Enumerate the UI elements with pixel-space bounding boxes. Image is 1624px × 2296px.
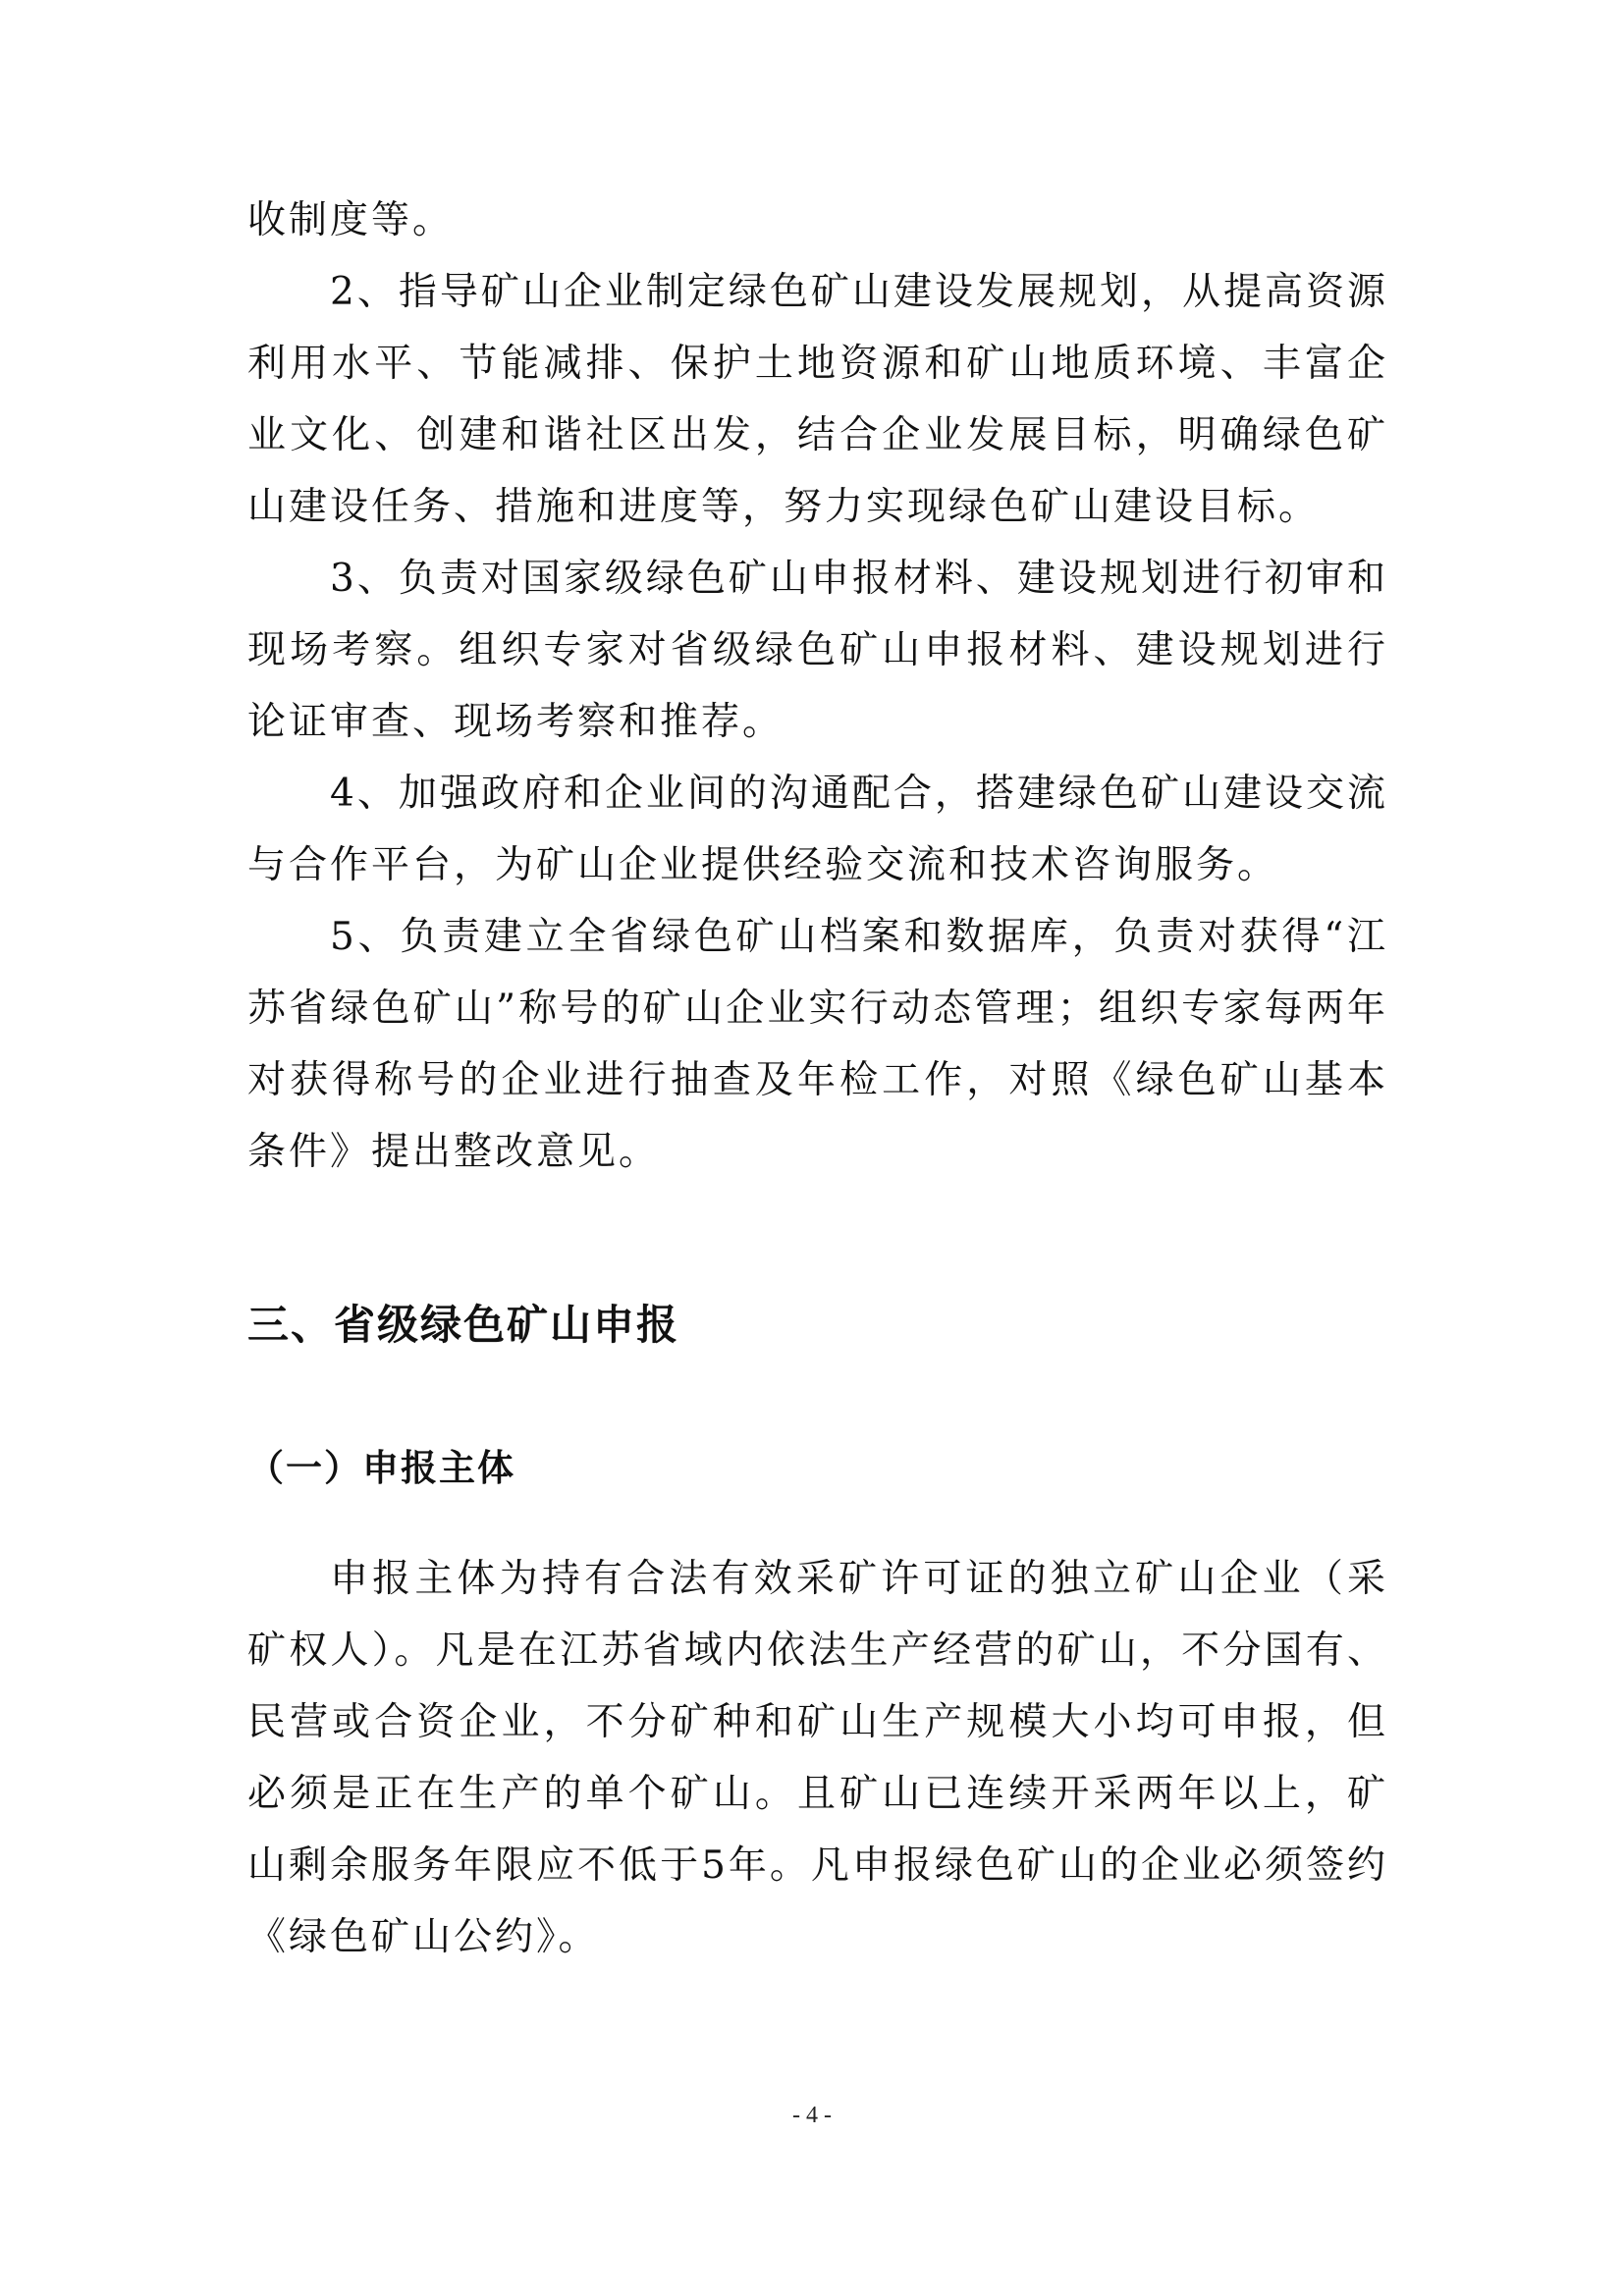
page-content — [247, 185, 1388, 1959]
list-item-5: 5、负责建立全省绿色矿山档案和数据库，负责对获得“江苏省绿色矿山”称号的矿山企业实行动态管理；组织专家每两年对获得称号的企业进行抽查及年检工作，对照《绿色矿山基本条件》提出整改意见。 — [247, 915, 1388, 1174]
list-item-2: 2、指导矿山企业制定绿色矿山建设发展规划，从提高资源利用水平、节能减排、保护土地资源和矿山地质环境、丰富企业文化、创建和谐社区出发，结合企业发展目标，明确绿色矿山建设任务、措施和进度等，努力实现绿色矿山建设目标。 — [247, 270, 1388, 529]
subsection-heading: （一）申报主体 — [247, 1447, 515, 1489]
section-body — [247, 1543, 1388, 1973]
page-number: - 4 - — [792, 2103, 832, 2128]
list-item-3: 3、负责对国家级绿色矿山申报材料、建设规划进行初审和现场考察。组织专家对省级绿色矿山申报材料、建设规划进行论证审查、现场考察和推荐。 — [247, 557, 1388, 744]
section-heading: 三、省级绿色矿山申报 — [247, 1301, 680, 1349]
list-item-4: 4、加强政府和企业间的沟通配合，搭建绿色矿山建设交流与合作平台，为矿山企业提供经验交流和技术咨询服务。 — [247, 772, 1388, 887]
continuation-paragraph: 收制度等。 — [247, 198, 455, 242]
body-paragraph: 申报主体为持有合法有效采矿许可证的独立矿山企业（采矿权人）。凡是在江苏省域内依法生产经营的矿山，不分国有、民营或合资企业，不分矿种和矿山生产规模大小均可申报，但必须是正在生产的单个矿山。且矿山已连续开采两年以上，矿山剩余服务年限应不低于5年。凡申报绿色矿山的企业必须签约《绿色矿山公约》。 — [247, 1557, 1388, 1959]
